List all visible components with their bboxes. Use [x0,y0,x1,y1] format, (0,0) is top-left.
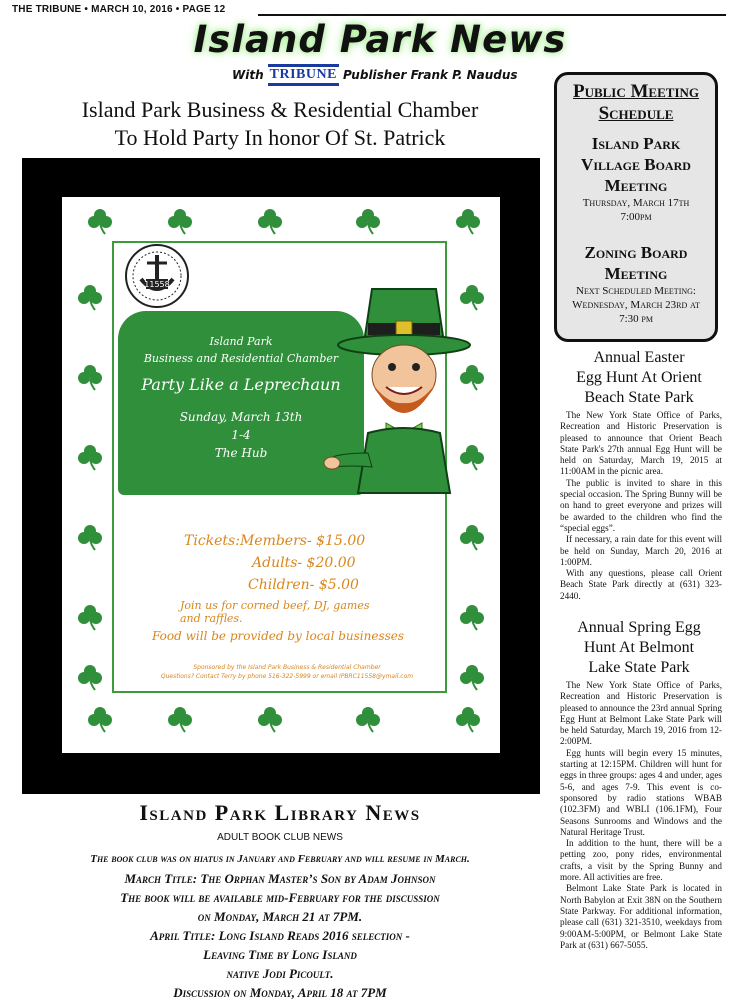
library-line: Discussion on Monday, April 18 at 7PM [173,985,387,1000]
shamrock-icon [256,705,284,733]
shamrock-icon [458,603,486,631]
easter-paragraph: The New York State Office of Parks, Recreation and Historic Preservation is pleased to announce that Orient Beach State Park's 27th annual Egg Hunt will be held on Saturday, March 19, 2015 at 11:00AM in the picnic area. [560,410,722,477]
shamrock-icon [76,363,104,391]
shamrock-icon [256,207,284,235]
card-line-2: Business and Residential Chamber [143,352,339,365]
headline-line-1: Island Park Business & Residential Chamber [81,97,479,122]
library-line: Leaving Time by Long Island [203,947,357,962]
easter-headline [558,348,720,408]
ticket-children: Children- $5.00 [248,577,359,593]
zoning-line-2: Meeting [604,264,668,283]
card-line-6: The Hub [214,446,268,460]
shamrock-icon [454,207,482,235]
card-line-1: Island Park [209,335,273,348]
zoning-when-1: Next Scheduled Meeting: [576,285,696,297]
spring-head-2: Hunt At Belmont [583,639,695,656]
page-folio: THE TRIBUNE • MARCH 10, 2016 • PAGE 12 [12,4,226,15]
shamrock-icon [76,283,104,311]
village-board-meeting [557,133,715,224]
shamrock-icon [166,705,194,733]
spring-paragraph: Egg hunts will begin every 15 minutes, starting at 12:15PM. Children will hunt for eggs in three groups: ages 4 and under, ages 5-6, and ages 7-9. This event is co-sponsored by radio stations WBAB (102.3FM) and WBLI (106.1FM), Four Seasons Sunrooms and Windows and the Natural Heritage Trust. [560,747,722,837]
party-flyer [62,197,500,753]
masthead-byline [232,64,532,86]
header-rule [258,14,726,16]
easter-paragraph: If necessary, a rain date for this event will be held on Sunday, March 20, 2016 at 1:00PM. [560,534,722,567]
board-date: Thursday, March 17th [582,197,690,209]
library-news-title: Island Park Library News [139,800,421,825]
easter-paragraph: With any questions, please call Orient Beach State Park directly at (631) 323-2440. [560,568,722,601]
byline-publisher: Publisher Frank P. Naudus [342,68,518,82]
shamrock-icon [354,705,382,733]
library-news-body [20,850,540,1002]
questions-line: Questions? Contact Terry by phone 516-322-5999 or email IPBRC11558@ymail.com [160,673,414,680]
board-line-1: Island Park [591,134,681,153]
spring-headline [558,618,720,678]
article-headline [20,96,540,152]
easter-article [560,410,722,602]
card-line-4: Sunday, March 13th [179,410,303,424]
byline-with: With [232,68,264,82]
spring-paragraph: The New York State Office of Parks, Recreation and Historic Preservation is pleased to announce the 23rd annual Spring Egg Hunt at Belmont Lake State Park will be held Saturday, March 19, 2016 from 12-2:00PM. [560,680,722,747]
easter-head-1: Annual Easter [593,349,685,366]
library-line: The book club was on hiatus in January and February and will resume in March. [90,853,470,865]
library-line: on Monday, March 21 at 7PM. [197,909,363,924]
spring-paragraph: Belmont Lake State Park is located in North Babylon at Exit 38N on the Southern State Parkway. For additional information, please call (631) 321-3510, weekdays from 9:00AM-5:00PM, or Belmont Lake State Park at (631) 667-5055. [560,883,722,950]
card-line-3: Party Like a Leprechaun [141,375,341,394]
shamrock-icon [458,663,486,691]
ticket-adults: Adults- $20.00 [252,555,356,571]
library-line: The book will be available mid-February for the discussion [120,890,440,905]
meeting-title-line-1: Public Meeting [572,81,700,102]
shamrock-icon [86,207,114,235]
join-us-text: Join us for corned beef, DJ, games and raffles. [180,599,370,625]
library-line: March Title: The Orphan Master’s Son by Adam Johnson [124,871,436,886]
tribune-logo: TRIBUNE [268,64,339,86]
shamrock-icon [86,705,114,733]
zoning-when-2: Wednesday, March 23rd at [572,299,700,311]
board-line-3: Meeting [604,176,668,195]
ticket-members: Tickets:Members- $15.00 [184,533,366,549]
zoning-line-1: Zoning Board [584,243,688,262]
card-line-5: 1-4 [231,428,251,442]
headline-line-2: To Hold Party In honor Of St. Patrick [114,125,446,150]
zoning-when-3: 7:30 pm [619,313,653,325]
spring-paragraph: In addition to the hunt, there will be a petting zoo, pony rides, environmental crafts, a visit by the Spring Bunny and more. All activities are free. [560,838,722,883]
anchor-seal-icon [124,243,190,309]
sponsor-info [122,663,452,681]
shamrock-icon [76,443,104,471]
spring-head-1: Annual Spring Egg [577,619,701,636]
library-line: native Jodi Picoult. [226,966,334,981]
library-line: April Title: Long Island Reads 2016 selection - [150,928,410,943]
board-time: 7:00pm [620,211,652,223]
shamrock-icon [76,663,104,691]
meeting-title-line-2: Schedule [598,103,674,124]
zoning-board-meeting [557,242,715,326]
seal-number: 11558 [144,280,170,289]
library-news-subtitle: ADULT BOOK CLUB NEWS [217,832,343,843]
shamrock-icon [458,523,486,551]
board-line-2: Village Board [581,155,691,174]
food-text: Food will be provided by local businesses [152,629,405,643]
easter-head-2: Egg Hunt At Orient [576,369,702,386]
sponsor-line: Sponsored by the Island Park Business & Residential Chamber [193,664,381,671]
spring-article [560,680,722,951]
public-meeting-box [554,72,718,342]
easter-paragraph: The public is invited to share in this special occasion. The Spring Bunny will be on hand to greet everyone and prizes will be awarded to the children who find the “special eggs”. [560,477,722,533]
spring-head-3: Lake State Park [588,659,690,676]
shamrock-icon [354,207,382,235]
shamrock-icon [76,523,104,551]
leprechaun-icon [324,283,474,493]
shamrock-icon [166,207,194,235]
easter-head-3: Beach State Park [584,389,694,406]
shamrock-icon [454,705,482,733]
shamrock-icon [76,603,104,631]
masthead-title: Island Park News [193,18,567,61]
ticket-info [140,533,405,643]
meeting-box-title [557,81,715,125]
